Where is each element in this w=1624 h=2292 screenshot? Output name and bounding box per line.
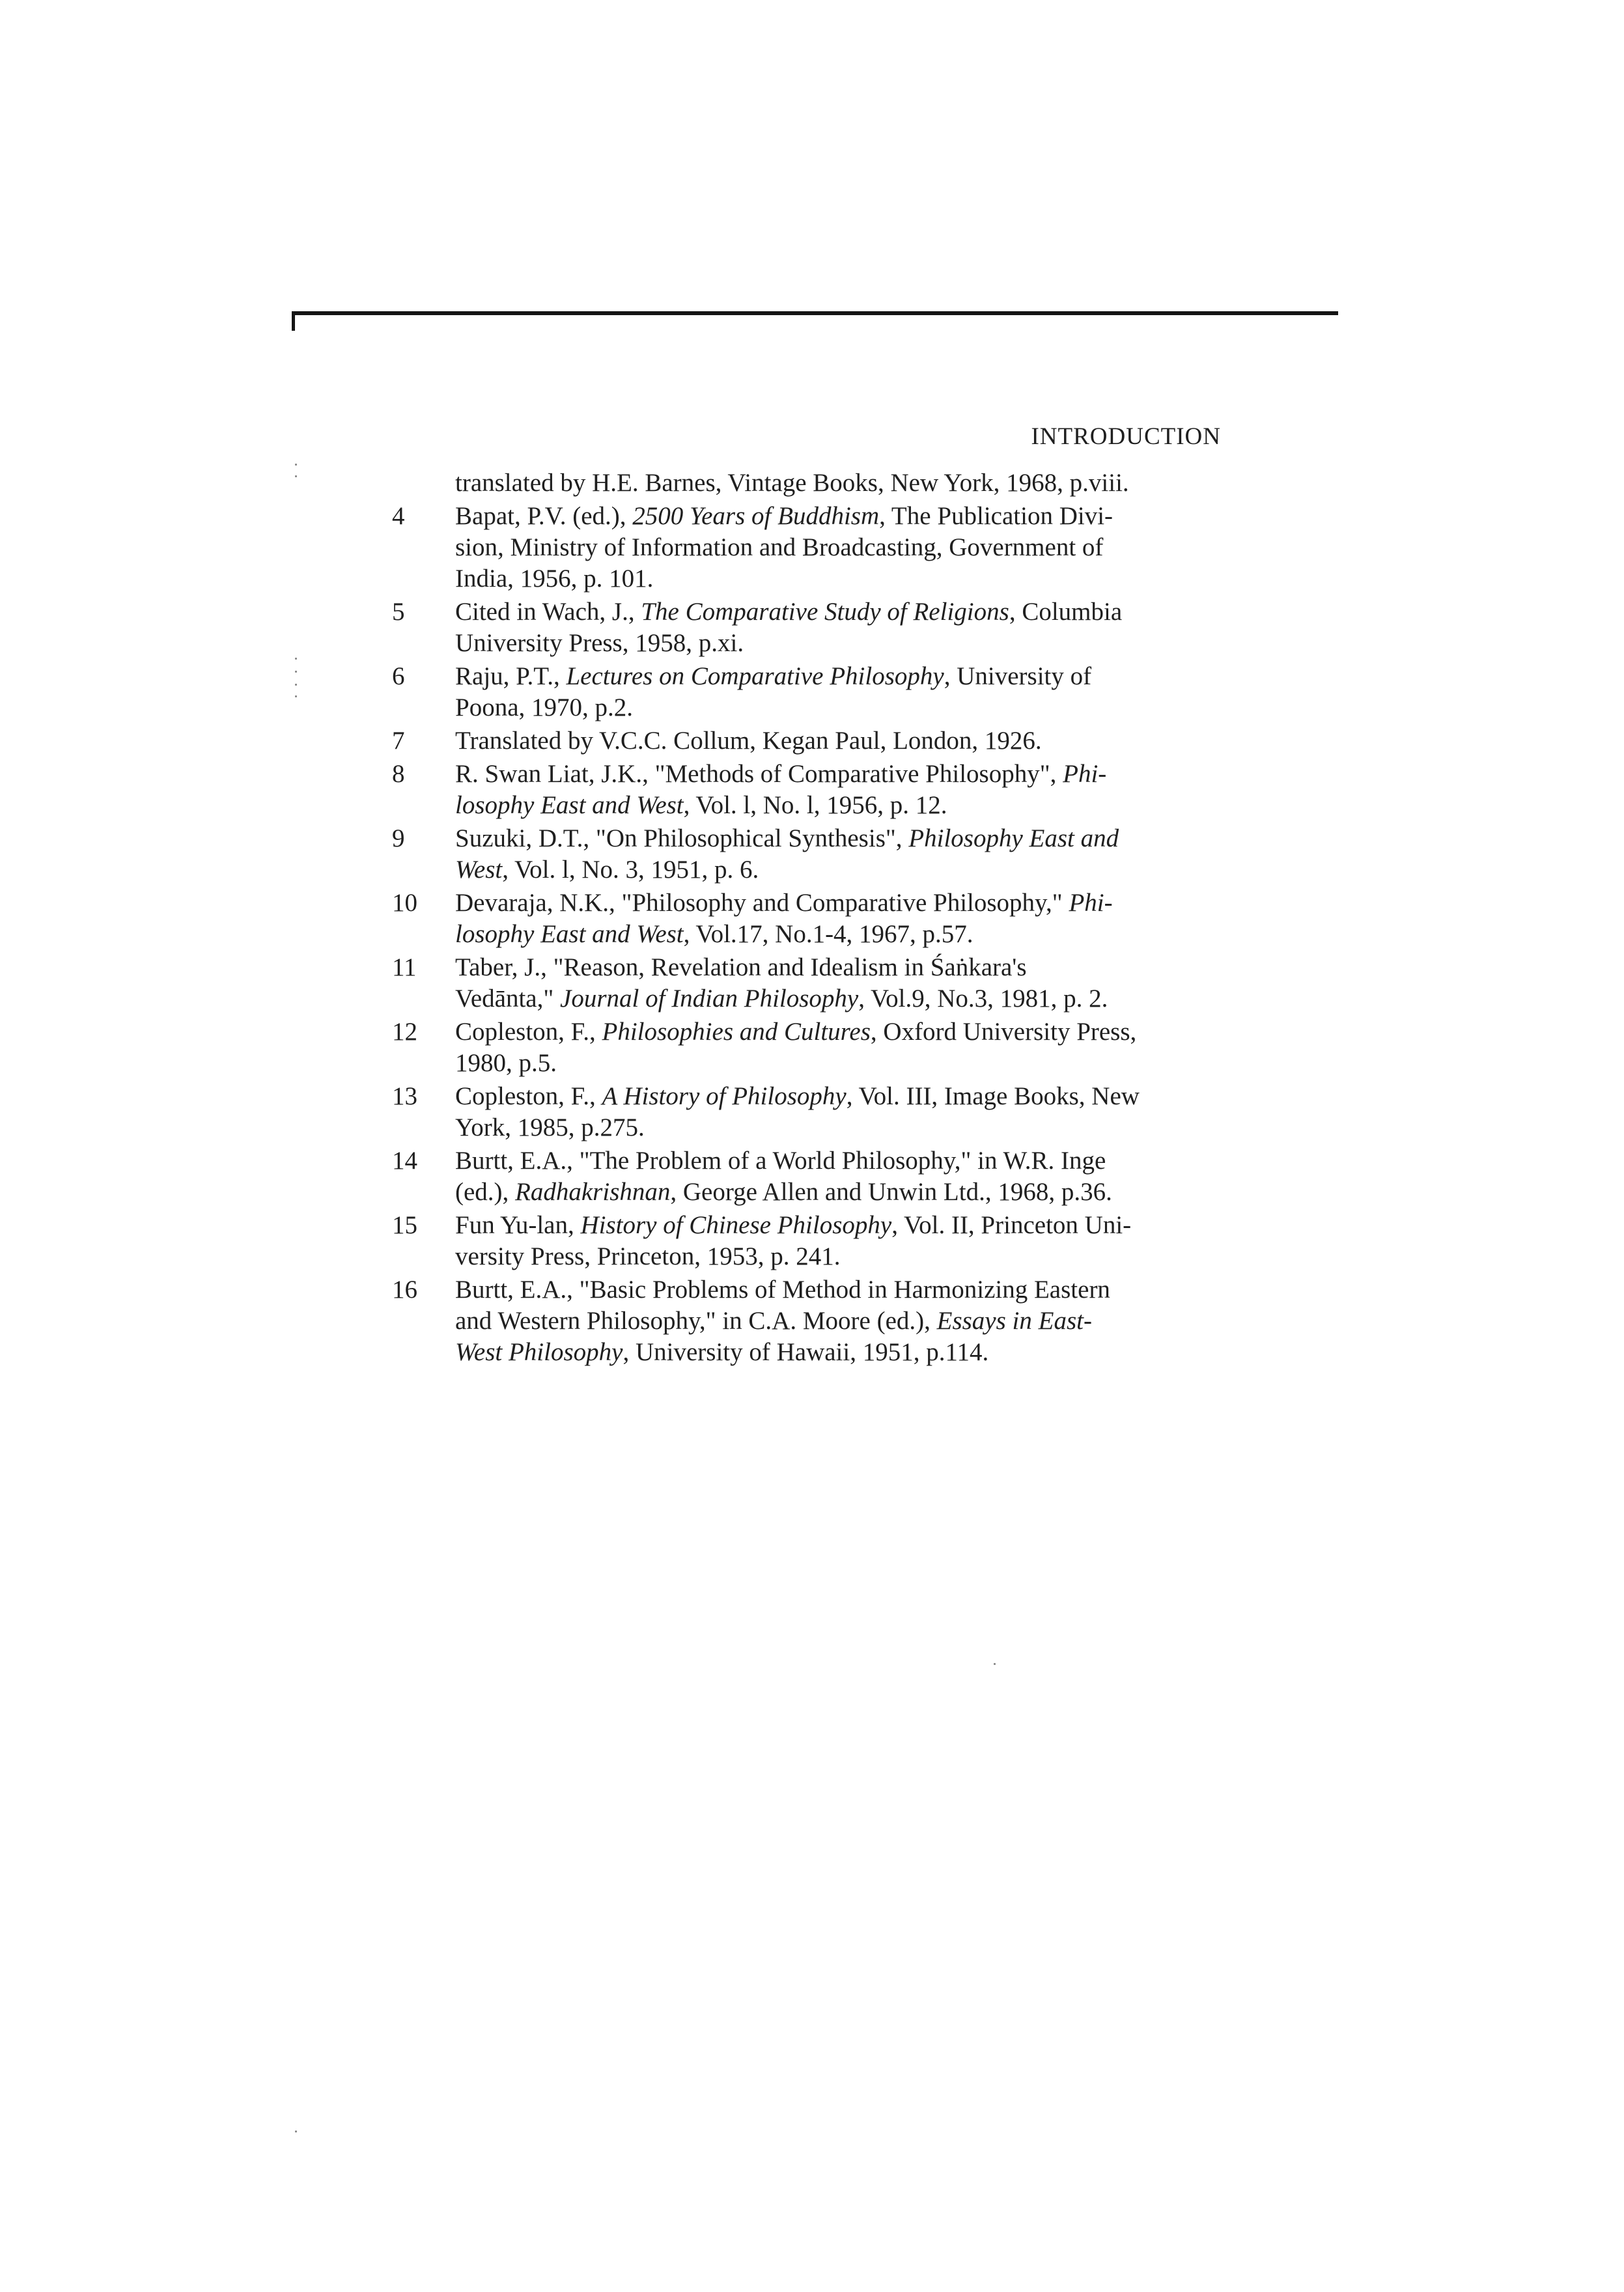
endnote — [391, 725, 1224, 757]
endnotes-list — [391, 468, 1224, 1368]
running-head: INTRODUCTION — [1031, 423, 1221, 450]
endnote-line: Vedānta," Journal of Indian Philosophy, Vol.9, No.3, 1981, p. 2. — [455, 985, 1108, 1013]
endnote-text — [455, 1016, 1224, 1079]
endnote — [391, 1016, 1224, 1079]
endnote-number: 16 — [392, 1276, 417, 1304]
endnote-line: University Press, 1958, p.xi. — [455, 629, 744, 657]
endnote-number: 15 — [392, 1211, 417, 1239]
endnote-line: Burtt, E.A., "The Problem of a World Philosophy," in W.R. Inge — [455, 1147, 1106, 1175]
scan-mark — [994, 1663, 996, 1665]
scan-mark — [295, 684, 297, 686]
endnote — [391, 887, 1224, 950]
endnote-line: Suzuki, D.T., "On Philosophical Synthesis", Philosophy East and — [455, 824, 1119, 852]
endnote-line: West, Vol. l, No. 3, 1951, p. 6. — [455, 856, 759, 884]
endnote-number: 9 — [392, 824, 405, 852]
endnote-number: 4 — [392, 502, 405, 530]
endnote-line: Poona, 1970, p.2. — [455, 693, 633, 721]
endnote-line: versity Press, Princeton, 1953, p. 241. — [455, 1242, 841, 1270]
endnote-number: 6 — [392, 662, 405, 690]
endnote-line: Burtt, E.A., "Basic Problems of Method in Harmonizing Eastern — [455, 1276, 1110, 1304]
endnote — [391, 1274, 1224, 1368]
endnote-text — [455, 468, 1224, 499]
endnote-line: Raju, P.T., Lectures on Comparative Philosophy, University of — [455, 662, 1092, 690]
endnote-text — [455, 1081, 1224, 1143]
endnote-line: R. Swan Liat, J.K., "Methods of Comparative Philosophy", Phi- — [455, 760, 1107, 788]
scan-mark — [295, 475, 297, 477]
endnote-number: 5 — [392, 598, 405, 626]
endnote-line: losophy East and West, Vol. l, No. l, 1956, p. 12. — [455, 791, 947, 819]
endnote-text — [455, 759, 1224, 821]
scan-mark — [295, 658, 297, 660]
endnote-text — [455, 1145, 1224, 1208]
endnote-text — [455, 887, 1224, 950]
endnote-line: Copleston, F., A History of Philosophy, Vol. III, Image Books, New — [455, 1082, 1140, 1110]
scan-mark — [295, 695, 297, 697]
endnote-line: and Western Philosophy," in C.A. Moore (ed.), Essays in East- — [455, 1307, 1092, 1335]
endnote-line: Bapat, P.V. (ed.), 2500 Years of Buddhism, The Publication Divi- — [455, 502, 1113, 530]
endnote — [391, 1145, 1224, 1208]
endnote — [391, 759, 1224, 821]
endnote-text — [455, 952, 1224, 1014]
endnote-line: India, 1956, p. 101. — [455, 565, 654, 593]
scan-mark — [295, 671, 297, 673]
endnote-number: 7 — [392, 727, 405, 755]
endnote-line: York, 1985, p.275. — [455, 1113, 645, 1141]
endnote-line: Copleston, F., Philosophies and Cultures, Oxford University Press, — [455, 1018, 1137, 1046]
endnote-line: Cited in Wach, J., The Comparative Study of Religions, Columbia — [455, 598, 1123, 626]
endnote-number: 13 — [392, 1082, 417, 1110]
endnote-text — [455, 501, 1224, 594]
endnote-text — [455, 661, 1224, 723]
endnote-line: Taber, J., "Reason, Revelation and Idealism in Śaṅkara's — [455, 953, 1027, 981]
endnote — [391, 1210, 1224, 1272]
endnote — [391, 1081, 1224, 1143]
endnote-line: sion, Ministry of Information and Broadcasting, Government of — [455, 533, 1104, 561]
endnote-text — [455, 823, 1224, 886]
endnote — [391, 596, 1224, 659]
endnote — [391, 501, 1224, 594]
endnote-text — [455, 1274, 1224, 1368]
endnote — [391, 468, 1224, 499]
endnote-line: Devaraja, N.K., "Philosophy and Comparative Philosophy," Phi- — [455, 889, 1113, 917]
endnote-line: West Philosophy, University of Hawaii, 1951, p.114. — [455, 1338, 989, 1366]
endnote-number: 8 — [392, 760, 405, 788]
endnote-number: 11 — [392, 953, 417, 981]
endnote-number: 12 — [392, 1018, 417, 1046]
endnote-text — [455, 596, 1224, 659]
endnote-line: losophy East and West, Vol.17, No.1-4, 1967, p.57. — [455, 920, 973, 948]
endnote-line: Translated by V.C.C. Collum, Kegan Paul, London, 1926. — [455, 727, 1042, 755]
scan-mark — [295, 2131, 297, 2132]
endnote — [391, 661, 1224, 723]
endnote — [391, 823, 1224, 886]
scan-mark — [295, 464, 297, 466]
header-rule — [293, 311, 1338, 315]
endnote-line: (ed.), Radhakrishnan, George Allen and Unwin Ltd., 1968, p.36. — [455, 1178, 1112, 1206]
header-rule-hook — [292, 311, 295, 331]
endnote-line: translated by H.E. Barnes, Vintage Books, New York, 1968, p.viii. — [455, 469, 1129, 497]
endnote-text — [455, 1210, 1224, 1272]
endnote-line: Fun Yu-lan, History of Chinese Philosophy, Vol. II, Princeton Uni- — [455, 1211, 1132, 1239]
endnote — [391, 952, 1224, 1014]
endnote-line: 1980, p.5. — [455, 1049, 557, 1077]
endnote-number: 10 — [392, 889, 417, 917]
endnote-text — [455, 725, 1224, 757]
endnote-number: 14 — [392, 1147, 417, 1175]
